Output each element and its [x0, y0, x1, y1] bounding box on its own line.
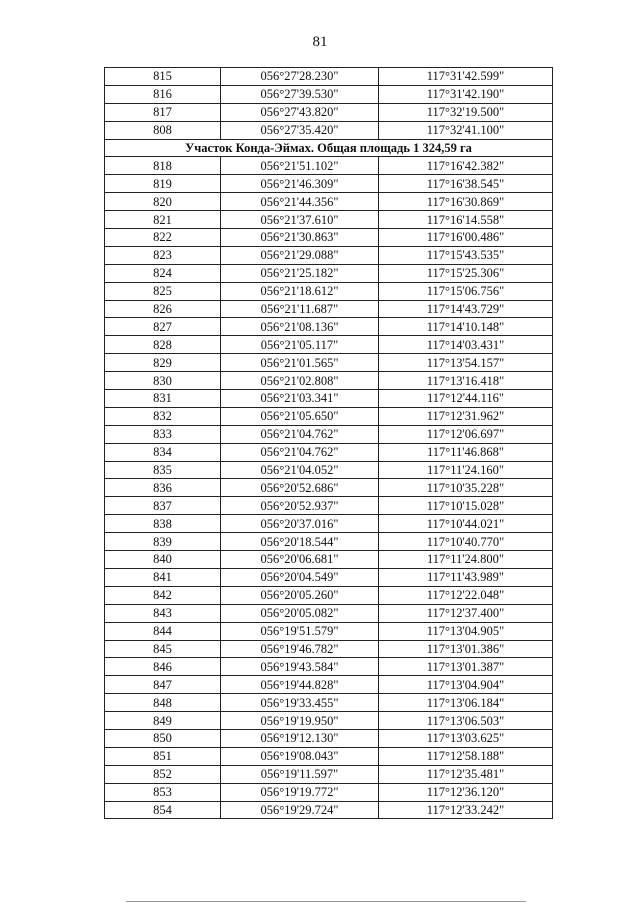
section-title: Участок Конда-Эймах. Общая площадь 1 324,59 га — [105, 139, 553, 157]
point-number-cell: 844 — [105, 622, 221, 640]
latitude-cell: 056°27'43.820" — [221, 103, 379, 121]
table-row — [105, 336, 553, 354]
point-number-cell: 832 — [105, 407, 221, 425]
point-number-cell: 839 — [105, 533, 221, 551]
point-number-cell: 835 — [105, 461, 221, 479]
section-header — [105, 139, 553, 157]
latitude-cell: 056°19'12.130" — [221, 729, 379, 747]
point-number-cell: 850 — [105, 729, 221, 747]
table-row — [105, 103, 553, 121]
latitude-cell: 056°21'29.088" — [221, 246, 379, 264]
latitude-cell: 056°19'08.043" — [221, 747, 379, 765]
latitude-cell: 056°21'01.565" — [221, 354, 379, 372]
point-number-cell: 827 — [105, 318, 221, 336]
table-row — [105, 211, 553, 229]
longitude-cell: 117°13'03.625" — [379, 729, 553, 747]
point-number-cell: 817 — [105, 103, 221, 121]
table-row — [105, 229, 553, 247]
table-row — [105, 658, 553, 676]
longitude-cell: 117°31'42.599" — [379, 68, 553, 86]
point-number-cell: 825 — [105, 282, 221, 300]
longitude-cell: 117°11'46.868" — [379, 443, 553, 461]
table-row — [105, 479, 553, 497]
section-rows — [105, 157, 553, 819]
page-edge-line — [126, 901, 526, 902]
top-rows — [105, 68, 553, 140]
point-number-cell: 820 — [105, 193, 221, 211]
table-row — [105, 694, 553, 712]
longitude-cell: 117°15'43.535" — [379, 246, 553, 264]
point-number-cell: 847 — [105, 676, 221, 694]
latitude-cell: 056°21'11.687" — [221, 300, 379, 318]
longitude-cell: 117°12'22.048" — [379, 586, 553, 604]
point-number-cell: 838 — [105, 515, 221, 533]
table-row — [105, 586, 553, 604]
point-number-cell: 823 — [105, 246, 221, 264]
point-number-cell: 840 — [105, 551, 221, 569]
table-row — [105, 747, 553, 765]
longitude-cell: 117°14'10.148" — [379, 318, 553, 336]
point-number-cell: 853 — [105, 783, 221, 801]
page-number: 81 — [312, 34, 328, 50]
latitude-cell: 056°27'39.530" — [221, 85, 379, 103]
longitude-cell: 117°16'38.545" — [379, 175, 553, 193]
longitude-cell: 117°31'42.190" — [379, 85, 553, 103]
latitude-cell: 056°27'35.420" — [221, 121, 379, 139]
table-row — [105, 622, 553, 640]
coordinates-table — [104, 67, 553, 819]
latitude-cell: 056°20'04.549" — [221, 568, 379, 586]
longitude-cell: 117°13'04.904" — [379, 676, 553, 694]
point-number-cell: 821 — [105, 211, 221, 229]
point-number-cell: 846 — [105, 658, 221, 676]
latitude-cell: 056°19'43.584" — [221, 658, 379, 676]
point-number-cell: 836 — [105, 479, 221, 497]
point-number-cell: 828 — [105, 336, 221, 354]
longitude-cell: 117°11'24.160" — [379, 461, 553, 479]
point-number-cell: 843 — [105, 604, 221, 622]
latitude-cell: 056°19'29.724" — [221, 801, 379, 819]
table-row — [105, 801, 553, 819]
longitude-cell: 117°10'44.021" — [379, 515, 553, 533]
table-row — [105, 533, 553, 551]
latitude-cell: 056°20'18.544" — [221, 533, 379, 551]
longitude-cell: 117°12'31.962" — [379, 407, 553, 425]
point-number-cell: 829 — [105, 354, 221, 372]
longitude-cell: 117°16'00.486" — [379, 229, 553, 247]
longitude-cell: 117°11'24.800" — [379, 551, 553, 569]
longitude-cell: 117°13'16.418" — [379, 372, 553, 390]
point-number-cell: 845 — [105, 640, 221, 658]
table-row — [105, 318, 553, 336]
point-number-cell: 822 — [105, 229, 221, 247]
latitude-cell: 056°21'08.136" — [221, 318, 379, 336]
point-number-cell: 830 — [105, 372, 221, 390]
table-row — [105, 354, 553, 372]
latitude-cell: 056°19'46.782" — [221, 640, 379, 658]
longitude-cell: 117°16'30.869" — [379, 193, 553, 211]
longitude-cell: 117°13'54.157" — [379, 354, 553, 372]
latitude-cell: 056°19'44.828" — [221, 676, 379, 694]
table-row — [105, 443, 553, 461]
latitude-cell: 056°21'25.182" — [221, 264, 379, 282]
table-row — [105, 425, 553, 443]
longitude-cell: 117°32'41.100" — [379, 121, 553, 139]
point-number-cell: 819 — [105, 175, 221, 193]
point-number-cell: 852 — [105, 765, 221, 783]
point-number-cell: 808 — [105, 121, 221, 139]
latitude-cell: 056°21'37.610" — [221, 211, 379, 229]
point-number-cell: 841 — [105, 568, 221, 586]
latitude-cell: 056°19'11.597" — [221, 765, 379, 783]
latitude-cell: 056°20'52.686" — [221, 479, 379, 497]
latitude-cell: 056°20'52.937" — [221, 497, 379, 515]
latitude-cell: 056°19'33.455" — [221, 694, 379, 712]
longitude-cell: 117°12'06.697" — [379, 425, 553, 443]
longitude-cell: 117°13'06.184" — [379, 694, 553, 712]
point-number-cell: 854 — [105, 801, 221, 819]
latitude-cell: 056°21'05.117" — [221, 336, 379, 354]
longitude-cell: 117°15'06.756" — [379, 282, 553, 300]
table-row — [105, 765, 553, 783]
latitude-cell: 056°19'19.772" — [221, 783, 379, 801]
latitude-cell: 056°27'28.230" — [221, 68, 379, 86]
table-row — [105, 604, 553, 622]
table-row — [105, 193, 553, 211]
longitude-cell: 117°10'35.228" — [379, 479, 553, 497]
latitude-cell: 056°21'18.612" — [221, 282, 379, 300]
latitude-cell: 056°20'05.260" — [221, 586, 379, 604]
latitude-cell: 056°19'51.579" — [221, 622, 379, 640]
point-number-cell: 834 — [105, 443, 221, 461]
section-row — [105, 139, 553, 157]
table-row — [105, 175, 553, 193]
longitude-cell: 117°10'40.770" — [379, 533, 553, 551]
latitude-cell: 056°21'46.309" — [221, 175, 379, 193]
point-number-cell: 824 — [105, 264, 221, 282]
table-row — [105, 246, 553, 264]
point-number-cell: 851 — [105, 747, 221, 765]
latitude-cell: 056°21'03.341" — [221, 390, 379, 408]
longitude-cell: 117°32'19.500" — [379, 103, 553, 121]
latitude-cell: 056°21'04.762" — [221, 443, 379, 461]
point-number-cell: 831 — [105, 390, 221, 408]
latitude-cell: 056°20'37.016" — [221, 515, 379, 533]
table-row — [105, 407, 553, 425]
table-row — [105, 783, 553, 801]
latitude-cell: 056°21'02.808" — [221, 372, 379, 390]
longitude-cell: 117°14'43.729" — [379, 300, 553, 318]
longitude-cell: 117°12'44.116" — [379, 390, 553, 408]
table-row — [105, 157, 553, 175]
latitude-cell: 056°21'51.102" — [221, 157, 379, 175]
point-number-cell: 849 — [105, 712, 221, 730]
longitude-cell: 117°15'25.306" — [379, 264, 553, 282]
latitude-cell: 056°20'06.681" — [221, 551, 379, 569]
point-number-cell: 848 — [105, 694, 221, 712]
longitude-cell: 117°12'58.188" — [379, 747, 553, 765]
point-number-cell: 833 — [105, 425, 221, 443]
point-number-cell: 837 — [105, 497, 221, 515]
longitude-cell: 117°13'06.503" — [379, 712, 553, 730]
latitude-cell: 056°21'44.356" — [221, 193, 379, 211]
latitude-cell: 056°21'04.052" — [221, 461, 379, 479]
latitude-cell: 056°21'30.863" — [221, 229, 379, 247]
point-number-cell: 842 — [105, 586, 221, 604]
table-row — [105, 729, 553, 747]
longitude-cell: 117°14'03.431" — [379, 336, 553, 354]
longitude-cell: 117°11'43.989" — [379, 568, 553, 586]
point-number-cell: 818 — [105, 157, 221, 175]
table-row — [105, 264, 553, 282]
longitude-cell: 117°16'14.558" — [379, 211, 553, 229]
longitude-cell: 117°13'01.387" — [379, 658, 553, 676]
table-row — [105, 282, 553, 300]
table-row — [105, 372, 553, 390]
point-number-cell: 816 — [105, 85, 221, 103]
table-row — [105, 515, 553, 533]
longitude-cell: 117°12'33.242" — [379, 801, 553, 819]
table-row — [105, 85, 553, 103]
table-row — [105, 121, 553, 139]
latitude-cell: 056°19'19.950" — [221, 712, 379, 730]
table-row — [105, 390, 553, 408]
latitude-cell: 056°21'04.762" — [221, 425, 379, 443]
latitude-cell: 056°20'05.082" — [221, 604, 379, 622]
point-number-cell: 826 — [105, 300, 221, 318]
longitude-cell: 117°12'36.120" — [379, 783, 553, 801]
table-row — [105, 712, 553, 730]
table-row — [105, 461, 553, 479]
longitude-cell: 117°13'04.905" — [379, 622, 553, 640]
table-row — [105, 68, 553, 86]
table-row — [105, 300, 553, 318]
longitude-cell: 117°12'37.400" — [379, 604, 553, 622]
latitude-cell: 056°21'05.650" — [221, 407, 379, 425]
longitude-cell: 117°10'15.028" — [379, 497, 553, 515]
point-number-cell: 815 — [105, 68, 221, 86]
table-row — [105, 676, 553, 694]
table-row — [105, 551, 553, 569]
table-row — [105, 640, 553, 658]
longitude-cell: 117°16'42.382" — [379, 157, 553, 175]
longitude-cell: 117°12'35.481" — [379, 765, 553, 783]
table-row — [105, 568, 553, 586]
table-row — [105, 497, 553, 515]
longitude-cell: 117°13'01.386" — [379, 640, 553, 658]
